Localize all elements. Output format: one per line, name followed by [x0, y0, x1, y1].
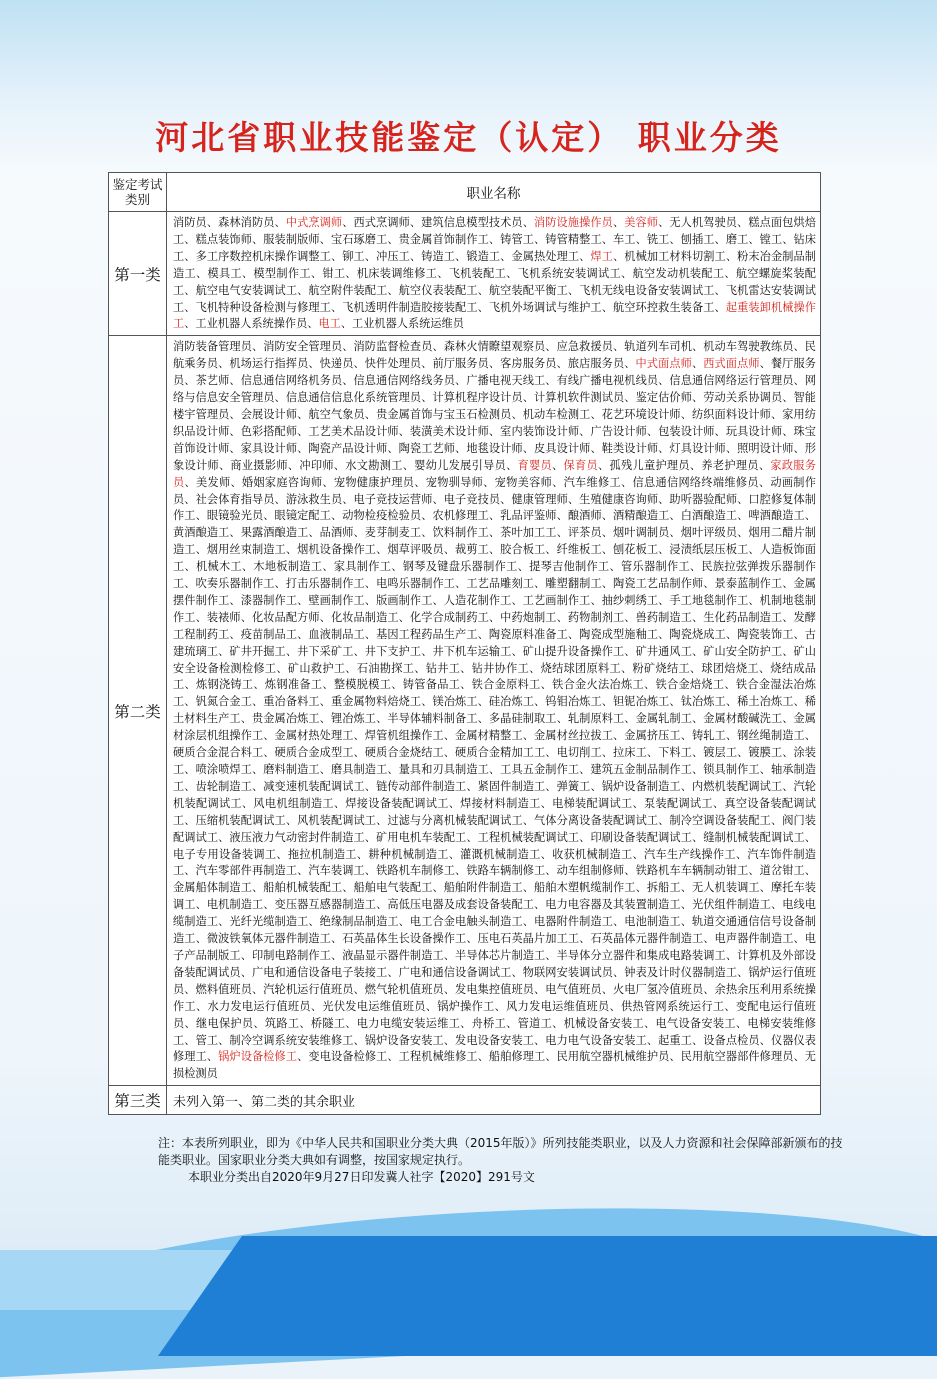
highlighted-occupation: 保育员 [563, 458, 599, 472]
highlighted-occupation: 中式烹调师 [285, 216, 343, 229]
occupation-text: 、机械加工材料切割工、粉末冶金制品制造工、模具工、模型制作工、钳工、机床装调维修工、飞机装配工、飞机系统安装调试工、航空发动机装配工、航空螺旋桨装配工、航空电气安装调试工、航空附件装配工、航空仪表装配工、航空装配平衡工、飞机无线电设备安装调试工、飞机雷达安装调试工、飞机特种设备检测与修理工、飞机透明件制造胶接装配工、飞机外场调试与维护工、航空环控救生装备工、 [173, 249, 816, 314]
occupation-text: 、餐厅服务员、茶艺师、信息通信网络机务员、信息通信网络线务员、广播电视天线工、有线广播电视机线员、信息通信网络运行管理员、网络与信息安全管理员、信息通信信息化系统管理员、计算机程序设计员、计算机软件测试员、鉴定估价师、劳动关系协调员、智能楼宇管理员、会展设计师、航空气象员、贵金属首饰与宝玉石检测员、机动车检测工、花艺环境设计师、纺织面料设计师、家用纺织品设计师、色彩搭配师、工艺美术品设计师、装潢美术设计师、室内装饰设计师、广告设计师、包装设计师、玩具设计师、珠宝首饰设计师、家具设计师、陶瓷产品设计师、陶瓷工艺师、地毯设计师、皮具设计师、鞋类设计师、灯具设计师、照明设计师、形象设计师、商业摄影师、冲印师、水文勘测工、婴幼儿发展引导员、 [173, 357, 816, 472]
highlighted-occupation: 西式面点师 [703, 357, 760, 371]
occupation-text: 、 [552, 458, 564, 472]
occupation-text: 、变电设备检修工、工程机械维修工、船舶修理工、民用航空器机械维护员、民用航空器部件修理员、无损检测员 [173, 1050, 816, 1081]
occupation-text: 、工业机器人系统运维员 [340, 317, 464, 331]
occupation-text: 、无人机驾驶员、糕点面包烘焙工、糕点装饰师、服装制版师、宝石琢磨工、贵金属首饰制作工、铸管工、铸管精整工、车工、铣工、刨插工、磨工、镗工、钻床工、多工序数控机床操作调整工、铆工、冲压工、铸造工、锻造工、金属热处理工、 [173, 216, 816, 263]
category-1-label: 第一类 [109, 212, 167, 336]
category-3-occupations: 未列入第一、第二类的其余职业 [167, 1086, 821, 1115]
highlighted-occupation: 电工 [318, 317, 341, 331]
table-header-row [109, 173, 821, 212]
footnote-source: 本职业分类出自2020年9月27日印发冀人社字【2020】291号文 [188, 1170, 535, 1184]
footnote-explanation: 注：本表所列职业，即为《中华人民共和国职业分类大典（2015年版）》所列技能类职业，以及人力资源和社会保障部新颁布的技能类职业。国家职业分类大典如有调整，按国家规定执行。 [158, 1136, 843, 1167]
category-2-occupations [167, 336, 821, 1086]
header-occupation-name: 职业名称 [167, 173, 821, 212]
occupation-text: 、工业机器人系统操作员、 [184, 317, 319, 331]
category-1-occupations [167, 212, 821, 336]
highlighted-occupation: 消防设施操作员 [534, 216, 613, 229]
highlighted-occupation: 锅炉设备检修工 [218, 1050, 298, 1064]
table-row-category-3 [109, 1086, 821, 1115]
highlighted-occupation: 起重装卸机械操作工 [173, 300, 816, 331]
highlighted-occupation: 育婴员 [517, 458, 553, 472]
highlighted-occupation: 家政服务员 [173, 458, 816, 489]
highlighted-occupation: 中式面点师 [635, 357, 692, 371]
table-row-category-1 [109, 212, 821, 336]
occupation-text: 、 [612, 216, 625, 229]
header-category: 鉴定考试类别 [109, 173, 167, 212]
occupation-text: 、孤残儿童护理员、养老护理员、 [598, 458, 771, 472]
page-title: 河北省职业技能鉴定（认定） 职业分类 [155, 118, 782, 157]
highlighted-occupation: 美容师 [624, 216, 659, 229]
occupation-table [108, 172, 821, 1115]
occupation-text: 、西式烹调师、建筑信息模型技术员、 [342, 216, 534, 229]
occupation-text: 消防装备管理员、消防安全管理员、消防监督检查员、森林火情瞭望观察员、应急救援员、轨道列车司机、机动车驾驶教练员、民航乘务员、机场运行指挥员、快递员、快件处理员、前厅服务员、客房服务员、旅店服务员、 [173, 340, 816, 371]
occupation-text: 、美发师、婚姻家庭咨询师、宠物健康护理员、宠物驯导师、宠物美容师、汽车维修工、信息通信网络终端维修员、动画制作员、社会体育指导员、游泳救生员、电子竞技运营师、电子竞技员、健康管理师、生殖健康咨询师、助听器验配师、口腔修复体制作工、眼镜验光员、眼镜定配工、动物检疫检验员、农机修理工、乳品评鉴师、酿酒师、酒精酿造工、白酒酿造工、啤酒酿造工、黄酒酿造工、果露酒酿造工、品酒师、麦芽制麦工、饮料制作工、茶叶加工工、评茶员、烟叶调制员、烟叶评级员、烟用二醋片制造工、烟用丝束制造工、烟机设备操作工、烟草评吸员、裁剪工、胶合板工、纤维板工、刨花板工、浸渍纸层压板工、人造板饰面工、机械木工、木地板制造工、家具制作工、钢琴及键盘乐器制作工、提琴吉他制作工、管乐器制作工、民族拉弦弹拨乐器制作工、吹奏乐器制作工、打击乐器制作工、电鸣乐器制作工、工艺品雕刻工、雕塑翻制工、陶瓷工艺品制作师、景泰蓝制作工、金属摆件制作工、漆器制作工、壁画制作工、版画制作工、人造花制作工、工艺画制作工、抽纱刺绣工、手工地毯制作工、机制地毯制作工、装裱师、化妆品配方师、化妆品制造工、化学合成制药工、中药炮制工、药物制剂工、兽药制造工、生化药品制造工、发酵工程制药工、疫苗制品工、血液制品工、基因工程药品生产工、陶瓷原料准备工、陶瓷成型施釉工、陶瓷烧成工、陶瓷装饰工、古建琉璃工、矿井开掘工、井下采矿工、井下支护工、井下机车运输工、矿山提升设备操作工、矿井通风工、矿山安全防护工、矿山安全设备检测检修工、矿山救护工、石油勘探工、钻井工、钻井协作工、烧结球团原料工、粉矿烧结工、球团焙烧工、烧结成品工、炼钢浇铸工、炼钢准备工、整模脱模工、铸管备品工、铁合金原料工、铁合金火法冶炼工、铁合金焙烧工、铁合金湿法冶炼工、钒氮合金工、重冶备料工、重金属物料焙烧工、镁冶炼工、硅冶炼工、钨钼冶炼工、钽铌冶炼工、钛冶炼工、稀土冶炼工、稀土材料生产工、贵金属冶炼工、锂冶炼工、半导体辅料制备工、多晶硅制取工、轧制原料工、金属轧制工、金属材酸碱洗工、金属材涂层机组操作工、金属材热处理工、焊管机组操作工、金属材精整工、金属材丝拉拔工、金属挤压工、铸轧工、钢丝绳制造工、硬质合金混合料工、硬质合金成型工、硬质合金烧结工、硬质合金精加工工、电切削工、拉床工、下料工、镀层工、镀膜工、涂装工、喷涂喷焊工、磨料制造工、磨具制造工、量具和刃具制造工、工具五金制作工、建筑五金制品制作工、锁具制作工、轴承制造工、齿轮制造工、减变速机装配调试工、链传动部件制造工、紧固件制造工、弹簧工、锅炉设备制造工、内燃机装配调试工、汽轮机装配调试工、风电机组制造工、焊接设备装配调试工、焊接材料制造工、电梯装配调试工、泵装配调试工、真空设备装配调试工、压缩机装配调试工、风机装配调试工、过滤与分离机械装配调试工、气体分离设备装配调试工、制冷空调设备装配工、阀门装配调试工、液压液力气动密封件制造工、矿用电机车装配工、工程机械装配调试工、印刷设备装配调试工、缝制机械装配调试工、电子专用设备装调工、拖拉机制造工、耕种机械制造工、灌溉机械制造工、收获机械制造工、汽车生产线操作工、汽车饰件制造工、汽车零部件再制造工、汽车装调工、铁路机车制修工、铁路车辆制修工、动车组制修师、铁路机车车辆制动钳工、道岔钳工、金属船体制造工、船舶机械装配工、船舶电气装配工、船舶附件制造工、船舶木塑帆缆制作工、拆船工、无人机装调工、摩托车装调工、电机制造工、变压器互感器制造工、高低压电器及成套设备装配工、电力电容器及其装置制造工、光伏组件制造工、电线电缆制造工、光纤光缆制造工、绝缘制品制造工、电工合金电触头制造工、电器附件制造工、电池制造工、轨道交通通信信号设备制造工、微波铁氧体元器件制造工、石英晶体生长设备操作工、压电石英晶片加工工、石英晶体元器件制造工、电声器件制造工、电子产品制版工、印制电路制作工、液晶显示器件制造工、半导体芯片制造工、半导体分立器件和集成电路装调工、计算机及外部设备装配调试员、广电和通信设备电子装接工、广电和通信设备调试工、物联网安装调试员、钟表及计时仪器制造工、锅炉运行值班员、燃料值班员、汽轮机运行值班员、燃气轮机值班员、发电集控值班员、电气值班员、火电厂氢冷值班员、余热余压利用系统操作工、水力发电运行值班员、光伏发电运维值班员、锅炉操作工、风力发电运维值班员、供热管网系统运行工、变配电运行值班员、继电保护员、筑路工、桥隧工、电力电缆安装运维工、舟桥工、管道工、机械设备安装工、电气设备安装工、电梯安装维修工、管工、制冷空调系统安装维修工、锅炉设备安装工、发电设备安装工、电力电气设备安装工、起重工、设备点检员、仪器仪表修理工、 [173, 475, 816, 1064]
occupation-text: 、 [691, 357, 704, 371]
highlighted-occupation: 焊工 [590, 249, 613, 263]
category-3-label: 第三类 [109, 1086, 167, 1115]
table-row-category-2 [109, 336, 821, 1086]
decorative-stripe-blue [158, 1236, 937, 1356]
occupation-text: 消防员、森林消防员、 [173, 216, 286, 229]
category-2-label: 第二类 [109, 336, 167, 1086]
footnotes [158, 1135, 848, 1186]
